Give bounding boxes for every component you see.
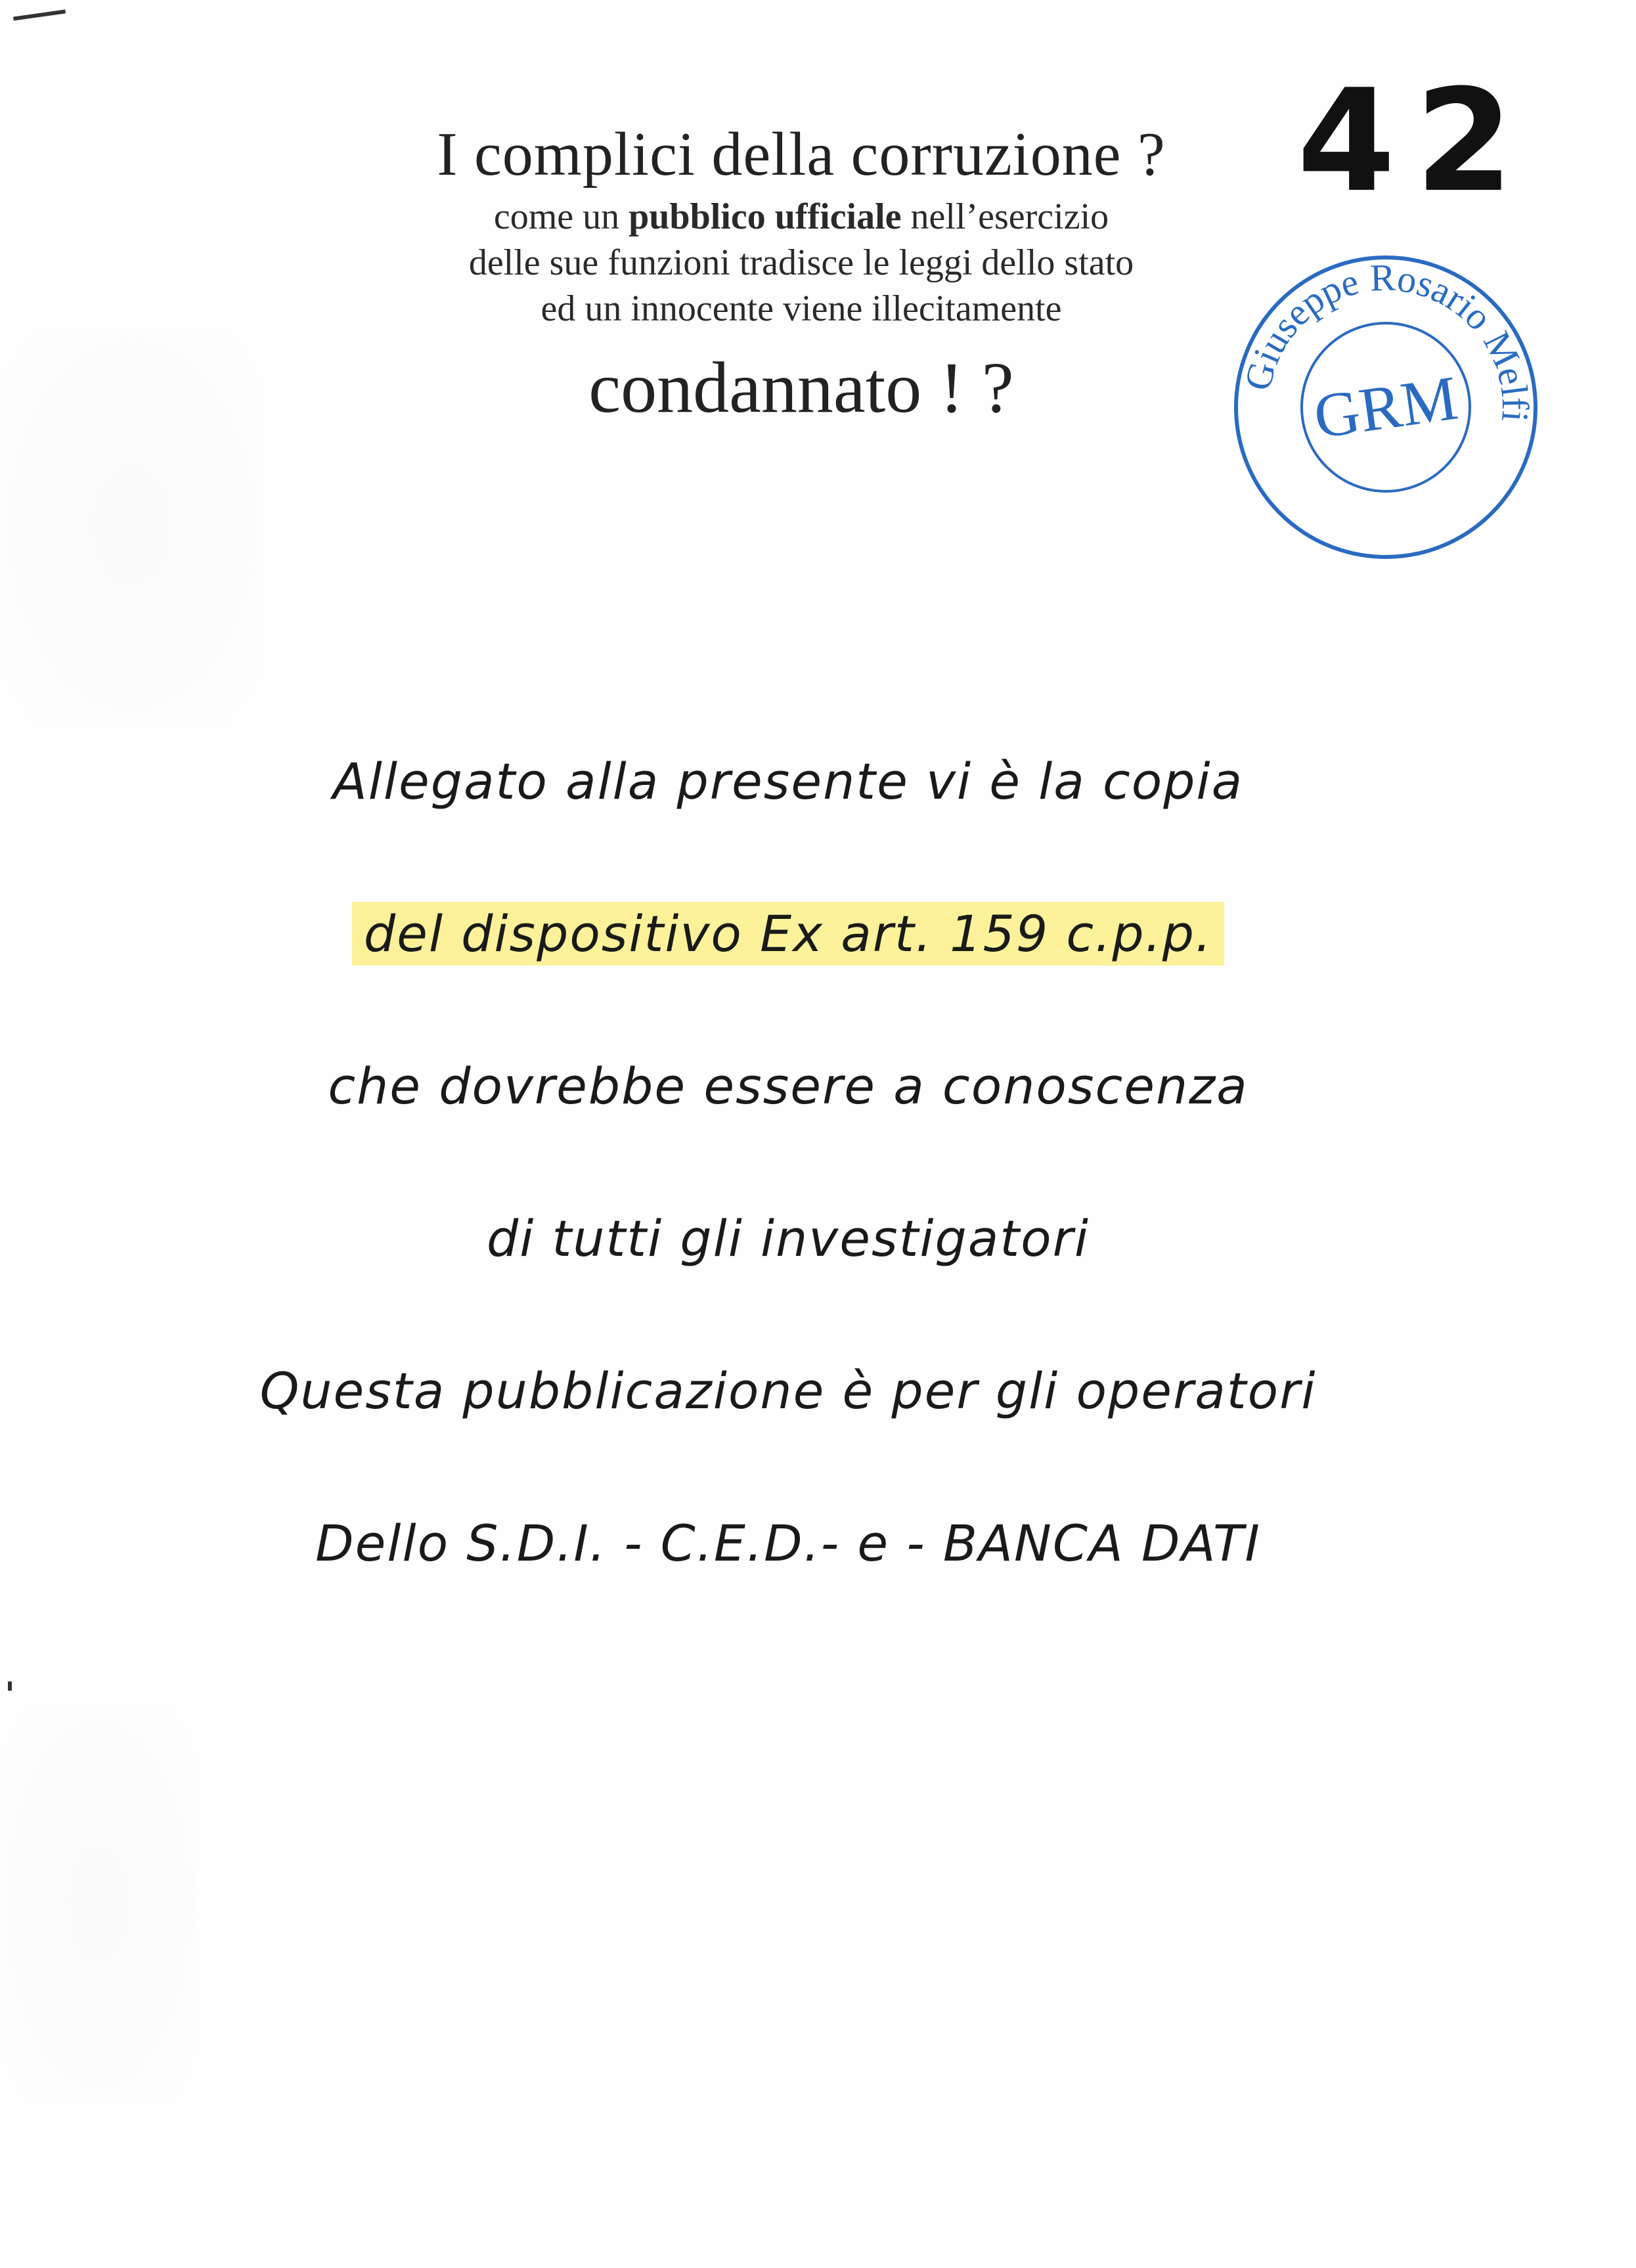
condemned-heading: condannato ! ? bbox=[588, 347, 1014, 428]
subtitle-bold-text: pubblico ufficiale bbox=[629, 196, 902, 237]
body-line-2 bbox=[131, 895, 1445, 1047]
svg-text:Giuseppe Rosario Melfi: Giuseppe Rosario Melfi bbox=[1235, 256, 1537, 424]
body-line-6 bbox=[131, 1504, 1445, 1657]
document-title: I complici della corruzione ? bbox=[437, 120, 1166, 189]
body-line-1 bbox=[131, 742, 1445, 895]
scan-mark bbox=[13, 9, 66, 20]
subtitle-line-2: delle sue funzioni tradisce le leggi dello stato bbox=[468, 242, 1134, 283]
body-line-text: Allegato alla presente vi è la copia bbox=[332, 752, 1244, 811]
highlighted-text: del dispositivo Ex art. 159 c.p.p. bbox=[352, 902, 1224, 966]
scan-smudge bbox=[0, 328, 263, 723]
scan-mark bbox=[8, 1681, 12, 1691]
body-line-text: che dovrebbe essere a conoscenza bbox=[328, 1057, 1249, 1115]
subtitle-line-1 bbox=[276, 194, 1327, 240]
subtitle-text: nell’esercizio bbox=[901, 196, 1109, 237]
body-line-text: di tutti gli investigatori bbox=[487, 1209, 1090, 1268]
body-line-3 bbox=[131, 1047, 1445, 1199]
scan-smudge bbox=[0, 1708, 197, 2102]
subtitle-line-3: ed un innocente viene illecitamente bbox=[541, 288, 1062, 329]
body-line-4 bbox=[131, 1199, 1445, 1352]
svg-text:GRM: GRM bbox=[1310, 362, 1462, 452]
body-line-text: Dello S.D.I. - C.E.D.- e - BANCA DATI bbox=[315, 1514, 1261, 1572]
stamp-seal-icon bbox=[1228, 250, 1543, 565]
author-stamp bbox=[1228, 250, 1543, 565]
body-line-5 bbox=[131, 1352, 1445, 1504]
page-number: 42 bbox=[1297, 58, 1534, 223]
subtitle-text: come un bbox=[493, 196, 629, 237]
body-line-text: Questa pubblicazione è per gli operatori bbox=[259, 1362, 1317, 1420]
body-text bbox=[131, 742, 1445, 1657]
document-header bbox=[276, 115, 1327, 437]
